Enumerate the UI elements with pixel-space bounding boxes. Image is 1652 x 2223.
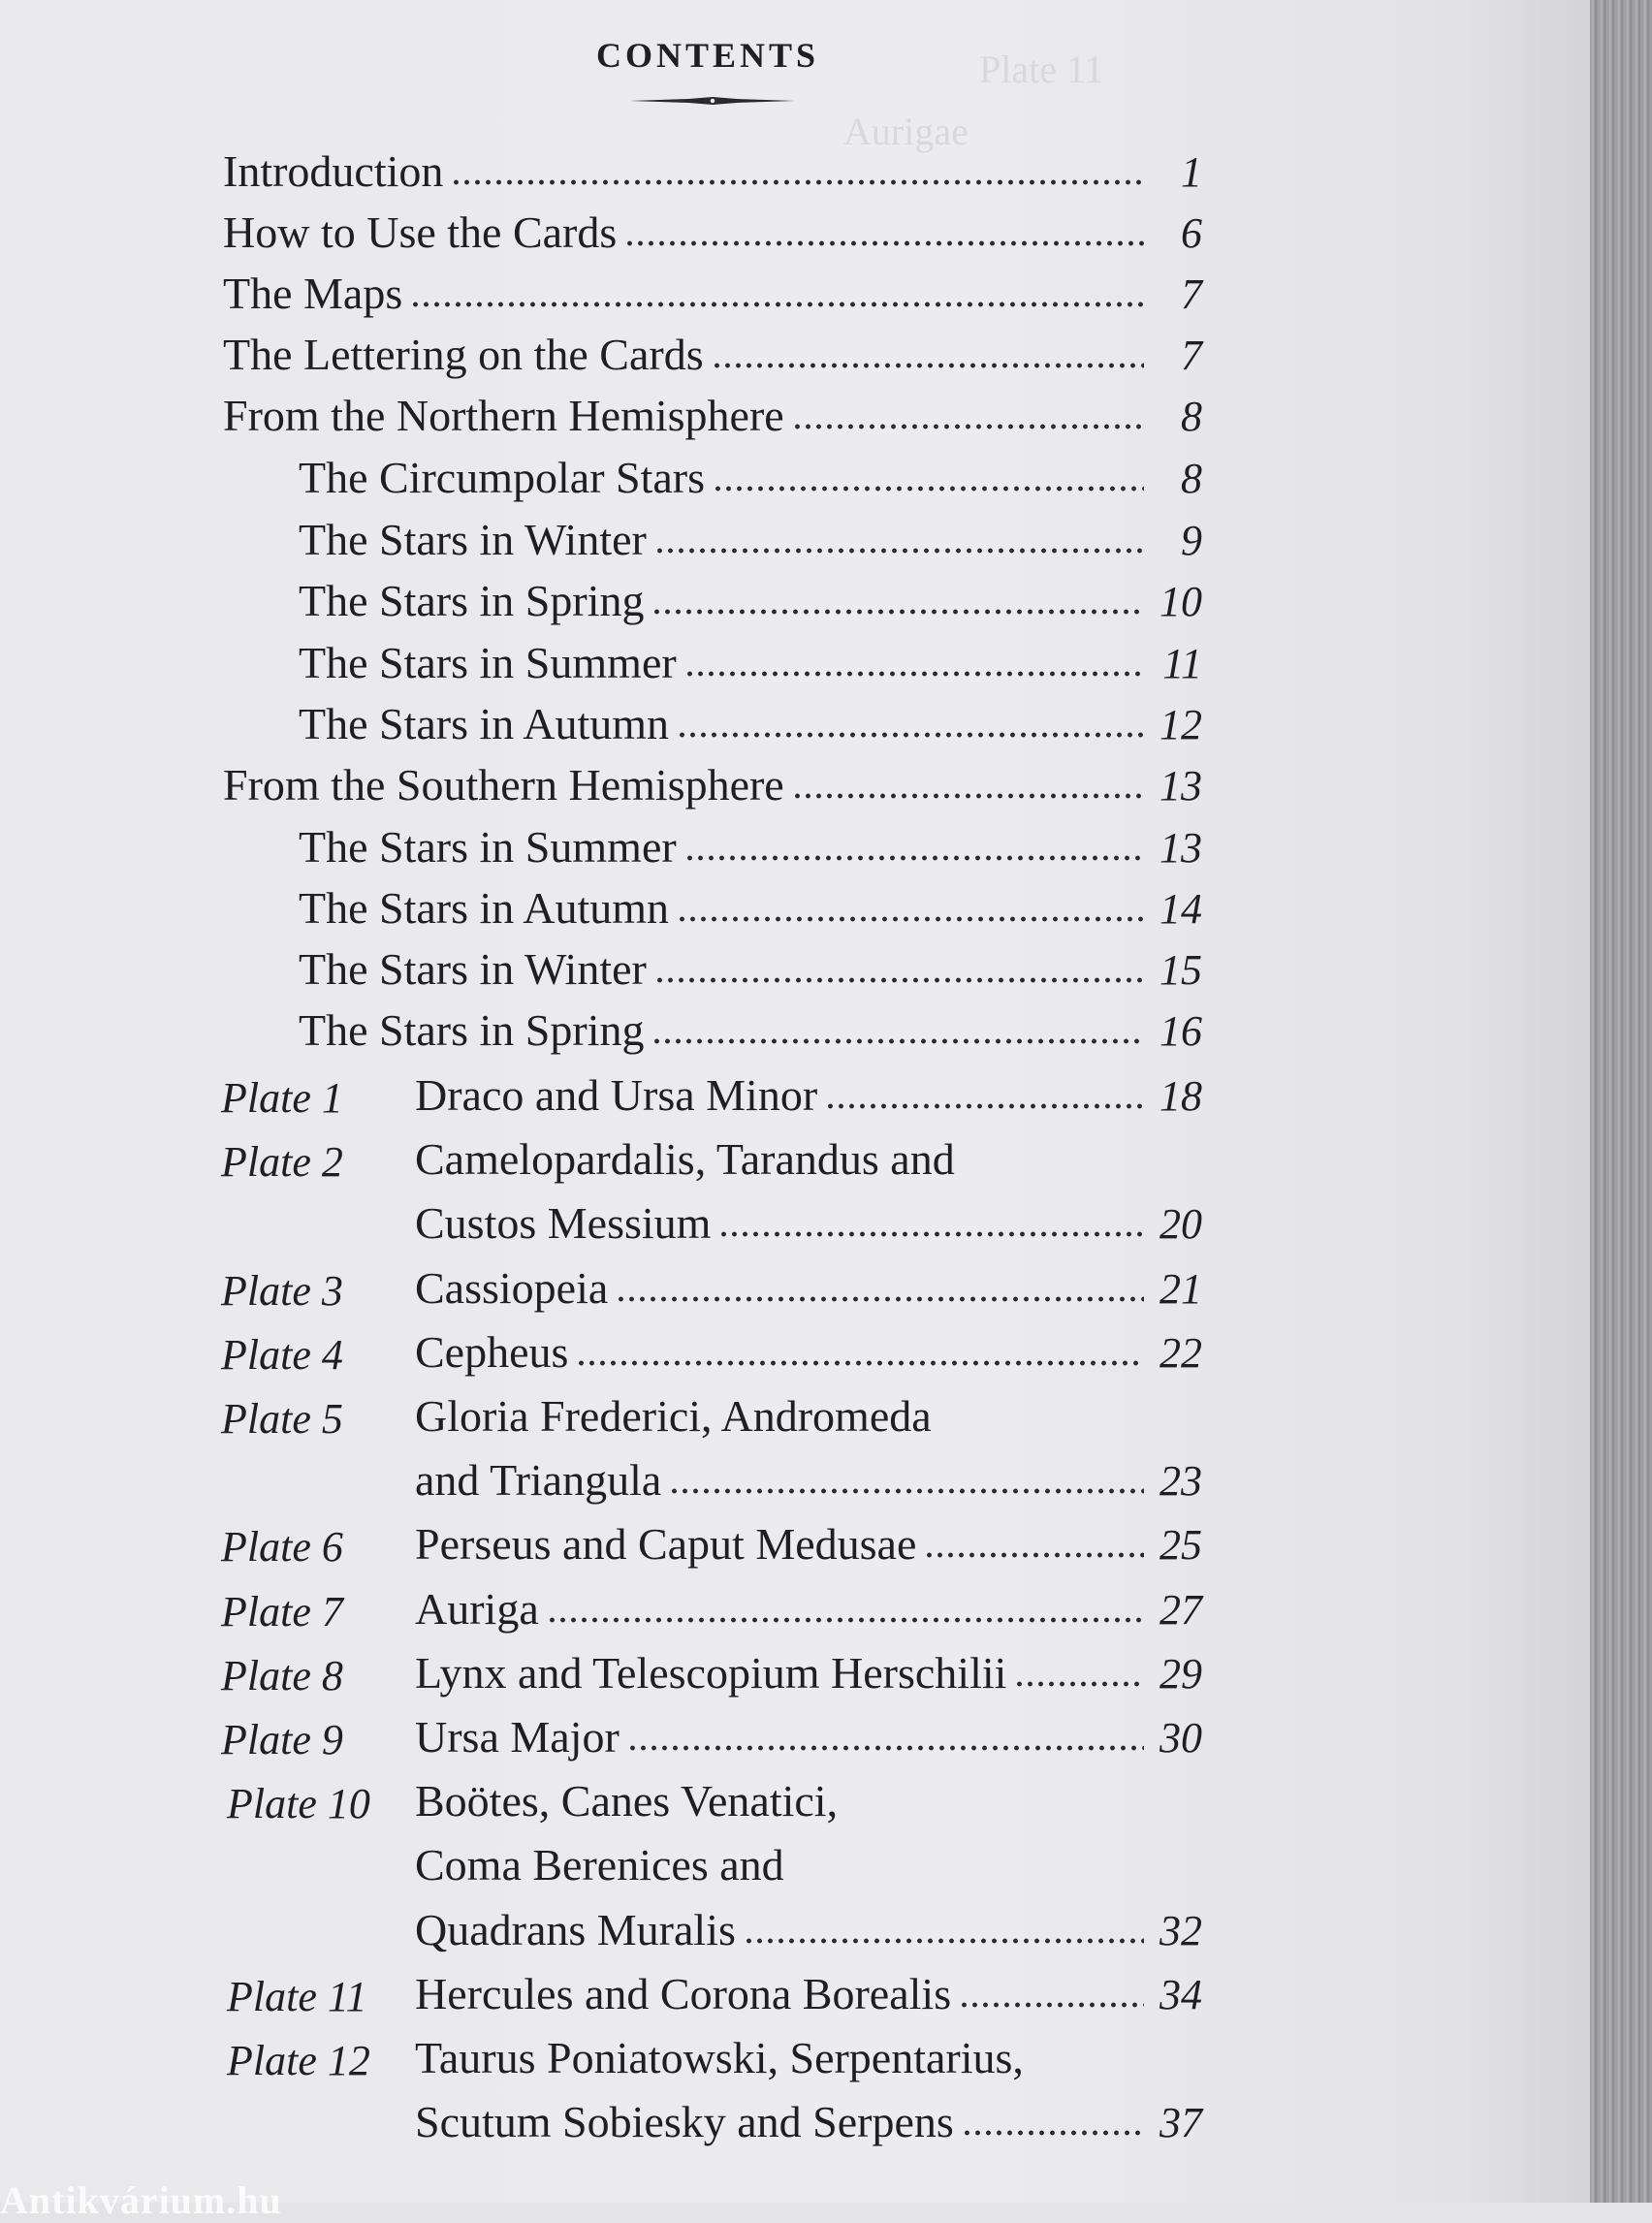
toc-line: [299, 637, 1202, 695]
toc-line: [415, 2096, 1202, 2154]
toc-entry-title: Boötes, Canes Venatici,: [415, 1776, 839, 1826]
toc-line: [415, 1454, 1202, 1512]
toc-page-number: 18: [1160, 1072, 1202, 1120]
dot-leader: [627, 1744, 1144, 1752]
dot-leader: [684, 854, 1144, 862]
plate-label: Plate 12: [227, 2037, 370, 2084]
page-edge: [1590, 0, 1652, 2203]
toc-page-number: 11: [1162, 640, 1202, 687]
dot-leader: [712, 362, 1144, 369]
toc-line: [415, 1647, 1202, 1705]
toc-page-number: 12: [1160, 701, 1202, 748]
plate-label: Plate 10: [227, 1780, 370, 1828]
dot-leader: [624, 239, 1144, 247]
toc-line: [299, 943, 1202, 1001]
toc-entry-title: How to Use the Cards: [223, 207, 618, 257]
toc-page-number: 7: [1181, 332, 1202, 379]
toc-entry-title: The Stars in Summer: [299, 822, 677, 872]
toc-entry-title: Custos Messium: [415, 1198, 712, 1249]
toc-line: [415, 1968, 1202, 2026]
toc-entry-title: The Stars in Spring: [299, 1005, 645, 1055]
dot-leader: [792, 792, 1144, 800]
dot-leader: [547, 1616, 1144, 1624]
toc-entry-title: The Maps: [223, 269, 403, 318]
dot-leader: [713, 485, 1144, 492]
toc-entry-title: The Stars in Autumn: [299, 883, 670, 933]
toc-line: [415, 1839, 1202, 1897]
toc-line: [415, 1133, 1202, 1191]
toc-line: [299, 882, 1202, 940]
dot-leader: [684, 670, 1144, 678]
toc-entry-title: The Stars in Winter: [299, 515, 647, 564]
toc-entry-title: and Triangula: [415, 1455, 662, 1506]
toc-entry-title: Lynx and Telescopium Herschilii: [415, 1647, 1007, 1698]
toc-page-number: 8: [1181, 455, 1202, 502]
toc-entry-title: Quadrans Muralis: [415, 1904, 736, 1954]
plate-label: Plate 6: [221, 1523, 343, 1572]
toc-entry-title: Auriga: [415, 1583, 539, 1634]
plate-label: Plate 9: [221, 1716, 343, 1763]
toc-page-number: 1: [1181, 148, 1202, 196]
toc-line: [415, 1069, 1202, 1127]
toc-entry-title: Introduction: [223, 146, 444, 196]
ornament-rule: [630, 95, 795, 107]
toc-line: [415, 1518, 1202, 1576]
toc-page-number: 25: [1160, 1521, 1202, 1570]
toc-entry-title: Taurus Poniatowski, Serpentarius,: [415, 2033, 1024, 2082]
toc-page-number: 30: [1160, 1714, 1202, 1762]
toc-line: [223, 390, 1202, 448]
plate-label: Plate 4: [221, 1330, 343, 1379]
page-title: CONTENTS: [595, 36, 820, 75]
toc-line: [299, 452, 1202, 510]
toc-entry-title: Coma Berenices and: [415, 1840, 784, 1890]
toc-entry-title: Gloria Frederici, Andromeda: [415, 1391, 932, 1441]
plate-label: Plate 8: [221, 1651, 343, 1699]
toc-line: [415, 1326, 1202, 1384]
dot-leader: [959, 2001, 1144, 2009]
toc-page-number: 9: [1181, 517, 1202, 564]
plate-label: Plate 1: [221, 1074, 343, 1122]
toc-page-number: 29: [1160, 1649, 1202, 1698]
toc-line: [299, 821, 1202, 879]
toc-entry-title: The Stars in Spring: [299, 576, 645, 625]
toc-page-number: 23: [1160, 1457, 1202, 1506]
toc-page-number: 15: [1160, 946, 1202, 994]
toc-line: [415, 1775, 1202, 1833]
plate-label: Plate 2: [221, 1138, 343, 1187]
toc-entry-title: Camelopardalis, Tarandus and: [415, 1134, 955, 1185]
toc-page-number: 16: [1160, 1007, 1202, 1055]
dot-leader: [825, 1102, 1144, 1110]
toc-page-number: 32: [1160, 1906, 1202, 1954]
dot-leader: [669, 1487, 1144, 1495]
toc-page-number: 8: [1181, 393, 1202, 440]
plate-label: Plate 5: [221, 1395, 343, 1443]
toc-line: [415, 1262, 1202, 1320]
toc-entry-title: Cepheus: [415, 1326, 569, 1377]
toc-page-number: 13: [1160, 824, 1202, 872]
toc-page-number: 22: [1160, 1328, 1202, 1377]
toc-line: [223, 759, 1202, 817]
toc-page-number: 13: [1160, 762, 1202, 810]
watermark: Antikvárium.hu: [0, 2178, 282, 2222]
plate-label: Plate 7: [221, 1587, 343, 1635]
toc-line: [415, 1904, 1202, 1962]
dot-leader: [677, 915, 1144, 923]
dot-leader: [651, 608, 1144, 616]
plate-label: Plate 3: [221, 1266, 343, 1315]
toc-line: [223, 145, 1202, 204]
dot-leader: [744, 1937, 1144, 1945]
dot-leader: [924, 1551, 1144, 1559]
toc-entry-title: Draco and Ursa Minor: [415, 1070, 818, 1120]
toc-entry-title: From the Northern Hemisphere: [223, 391, 784, 440]
toc-page-number: 27: [1160, 1585, 1202, 1634]
dot-leader: [451, 178, 1144, 186]
show-through-text: Aurigae: [843, 110, 969, 153]
dot-leader: [718, 1230, 1144, 1238]
dot-leader: [616, 1295, 1144, 1303]
toc-entry-title: Scutum Sobiesky and Serpens: [415, 2097, 954, 2147]
toc-line: [223, 329, 1202, 387]
toc-page-number: 21: [1160, 1264, 1202, 1313]
toc-entry-title: The Circumpolar Stars: [299, 453, 706, 502]
toc-entry-title: Hercules and Corona Borealis: [415, 1968, 952, 2018]
toc-page-number: 37: [1160, 2099, 1202, 2147]
toc-line: [415, 2032, 1202, 2090]
dot-leader: [410, 301, 1144, 308]
toc-line: [415, 1197, 1202, 1255]
toc-entry-title: From the Southern Hemisphere: [223, 760, 784, 810]
plate-label: Plate 11: [227, 1972, 367, 2020]
dot-leader: [962, 2129, 1144, 2137]
toc-line: [223, 206, 1202, 265]
toc-entry-title: Cassiopeia: [415, 1262, 609, 1313]
toc-entry-title: The Lettering on the Cards: [223, 330, 704, 379]
toc-entry-title: The Stars in Autumn: [299, 699, 670, 748]
toc-entry-title: Perseus and Caput Medusae: [415, 1519, 917, 1570]
dot-leader: [651, 1037, 1144, 1045]
toc-page-number: 6: [1181, 209, 1202, 257]
toc-page-number: 7: [1181, 270, 1202, 318]
dot-leader: [654, 547, 1144, 555]
toc-line: [415, 1390, 1202, 1448]
toc-line: [223, 268, 1202, 326]
toc-entry-title: The Stars in Summer: [299, 638, 677, 687]
toc-line: [299, 575, 1202, 633]
toc-entry-title: Ursa Major: [415, 1712, 620, 1762]
toc-line: [415, 1583, 1202, 1641]
dot-leader: [677, 731, 1144, 739]
toc-entry-title: The Stars in Winter: [299, 944, 647, 994]
show-through-text: Plate 11: [979, 48, 1104, 91]
toc-line: [299, 1004, 1202, 1063]
toc-page-number: 10: [1160, 578, 1202, 625]
toc-line: [299, 514, 1202, 572]
toc-page-number: 20: [1160, 1200, 1202, 1249]
toc-line: [415, 1711, 1202, 1769]
toc-page-number: 34: [1160, 1970, 1202, 2018]
dot-leader: [792, 423, 1144, 430]
dot-leader: [576, 1359, 1144, 1367]
toc-line: [299, 698, 1202, 756]
dot-leader: [1014, 1680, 1144, 1688]
dot-leader: [654, 976, 1144, 984]
toc-page-number: 14: [1160, 885, 1202, 933]
